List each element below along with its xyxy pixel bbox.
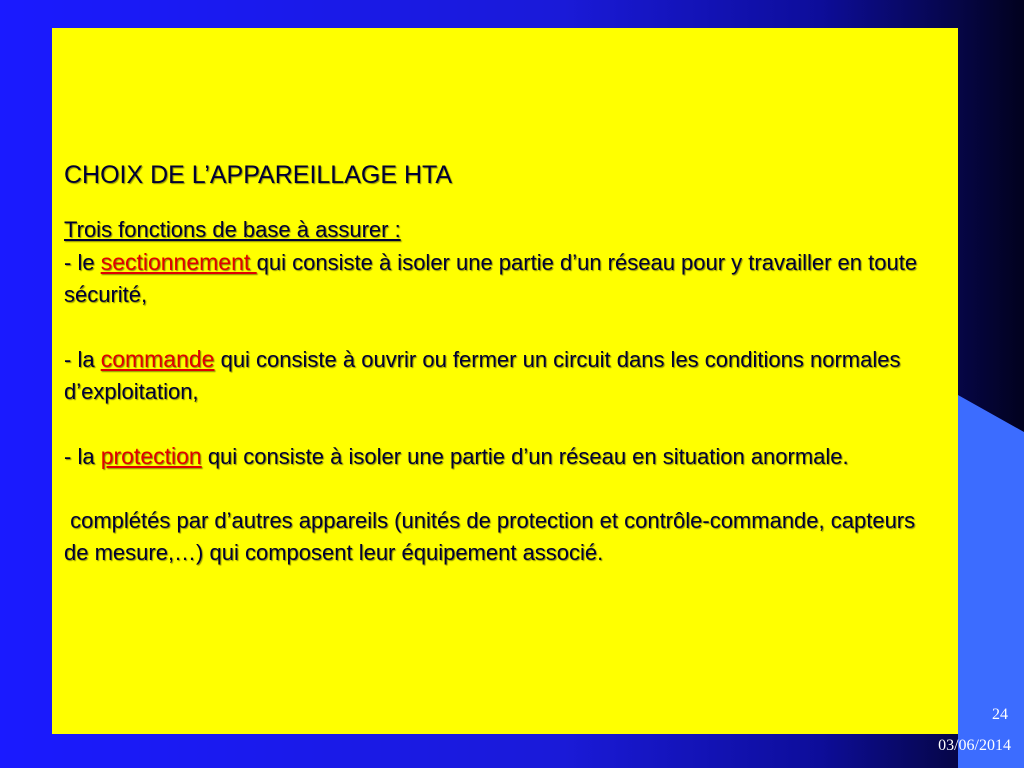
item-prefix: - la [64, 347, 101, 372]
item-commande [64, 343, 944, 408]
intro-line: Trois fonctions de base à assurer : [64, 217, 401, 242]
slide-content-panel [52, 28, 958, 734]
item-prefix: - le [64, 250, 101, 275]
note-paragraph: complétés par d’autres appareils (unités de protection et contrôle-commande, capteurs de mesure,…) qui composent leur équipement associé. [64, 508, 922, 565]
item-protection [64, 440, 944, 473]
item-description: qui consiste à isoler une partie d’un réseau en situation anormale. [201, 444, 849, 469]
item-description: qui consiste à isoler une partie d’un réseau pour y travailler en toute sécurité, [64, 250, 918, 307]
item-prefix: - la [64, 444, 101, 469]
slide-title: CHOIX DE L’APPAREILLAGE HTA [64, 161, 453, 189]
keyword-commande: commande [100, 346, 215, 372]
keyword-protection: protection [100, 443, 202, 469]
keyword-sectionnement: sectionnement [100, 249, 257, 275]
slide-date: 03/06/2014 [938, 737, 1011, 754]
slide-number: 24 [992, 706, 1008, 723]
slide-text [64, 158, 944, 569]
item-sectionnement [64, 246, 944, 311]
item-description: qui consiste à ouvrir ou fermer un circuit dans les conditions normales d’exploitation, [64, 347, 901, 404]
